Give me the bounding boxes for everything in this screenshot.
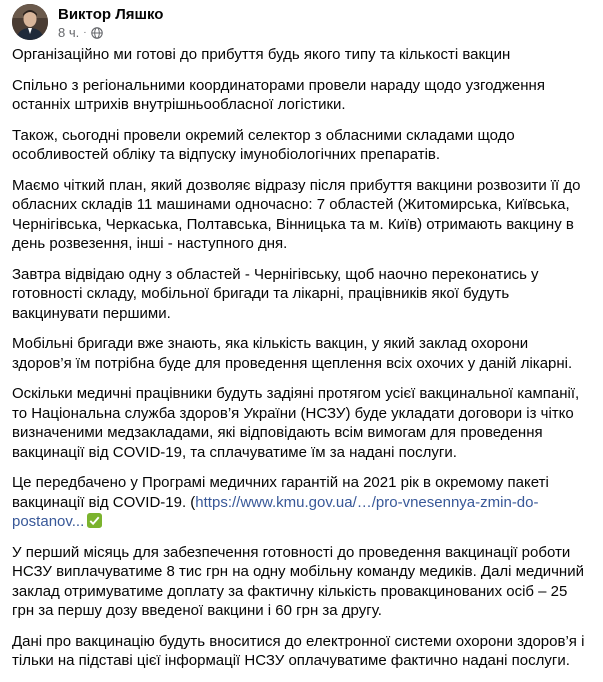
post-meta — [58, 25, 103, 40]
post-paragraph: Також, сьогодні провели окремий селектор з обласними складами щодо особливостей обліку та відпуску імунобіологічних препаратів. — [12, 126, 515, 163]
post-paragraph: Спільно з регіональними координаторами провели нараду щодо узгодження останніх штрихів внутрішньообласної логістики. — [12, 76, 545, 113]
avatar[interactable] — [12, 4, 48, 40]
post-paragraph-with-link — [12, 473, 592, 532]
check-mark-emoji-icon — [87, 513, 102, 528]
post-paragraph: Організаційно ми готові до прибуття будь якого типу та кількості вакцин — [12, 46, 511, 63]
post-paragraph: Оскільки медичні працівники будуть задіяні протягом усієї вакцинальної кампанії, то Національна служба здоров’я України (НСЗУ) буде укладати договори із чітко визначеними медзакладами, які відповідають всім вимогам для проведення вакцинації від COVID-19, та сплачуватиме їм за надані послуги. — [12, 385, 580, 461]
profile-photo-icon — [12, 4, 48, 40]
post-paragraph: Дані про вакцинацію будуть вноситися до електронної системи охорони здоров’я і тільки на підставі цієї інформації НСЗУ оплачуватиме фактично надані послуги. — [12, 632, 585, 669]
meta-separator: · — [83, 27, 87, 38]
author-name[interactable]: Виктор Ляшко — [58, 6, 164, 23]
globe-icon[interactable] — [91, 27, 103, 39]
post-paragraph: Маємо чіткий план, який дозволяє відразу після прибуття вакцини розвозити її до обласних складів 11 машинами одночасно: 7 областей (Житомирська, Київська, Чернігівська, Черкаська, Полтавська, Вінницька та м. Київ) отримають вакцину в день розвезення, інші - наступного дня. — [12, 176, 581, 252]
post-paragraph: У перший місяць для забезпечення готовності до проведення вакцинації роботи НСЗУ виплачуватиме 8 тис грн на одну мобільну команду медиків. Далі медичний заклад отримуватиме доплату за фактичну кількість провакцинованих осіб – 25 грн за першу дозу введеної вакцини і 60 грн за другу. — [12, 543, 584, 619]
link-paragraph-text: Це передбачено у Програмі медичних гарантій на 2021 рік в окремому пакеті вакцинації від COVID-19. ( — [12, 474, 549, 511]
post-paragraph: Мобільні бригади вже знають, яка кількість вакцин, у який заклад охорони здоров’я їм потрібна буде для проведення щеплення всіх охочих у даній лікарні. — [12, 335, 573, 372]
post-paragraph: Завтра відвідаю одну з областей - Чернігівську, щоб наочно переконатись у готовності складу, мобільної бригади та лікарні, працівників якої будуть вакцинувати першими. — [12, 265, 539, 322]
post-body — [12, 45, 592, 682]
post-timestamp[interactable]: 8 ч. — [58, 25, 80, 40]
post-header — [12, 4, 592, 44]
external-link[interactable]: https://www.kmu.gov.ua/…/pro-vnesennya-zmin-do-postanov... — [12, 493, 539, 530]
